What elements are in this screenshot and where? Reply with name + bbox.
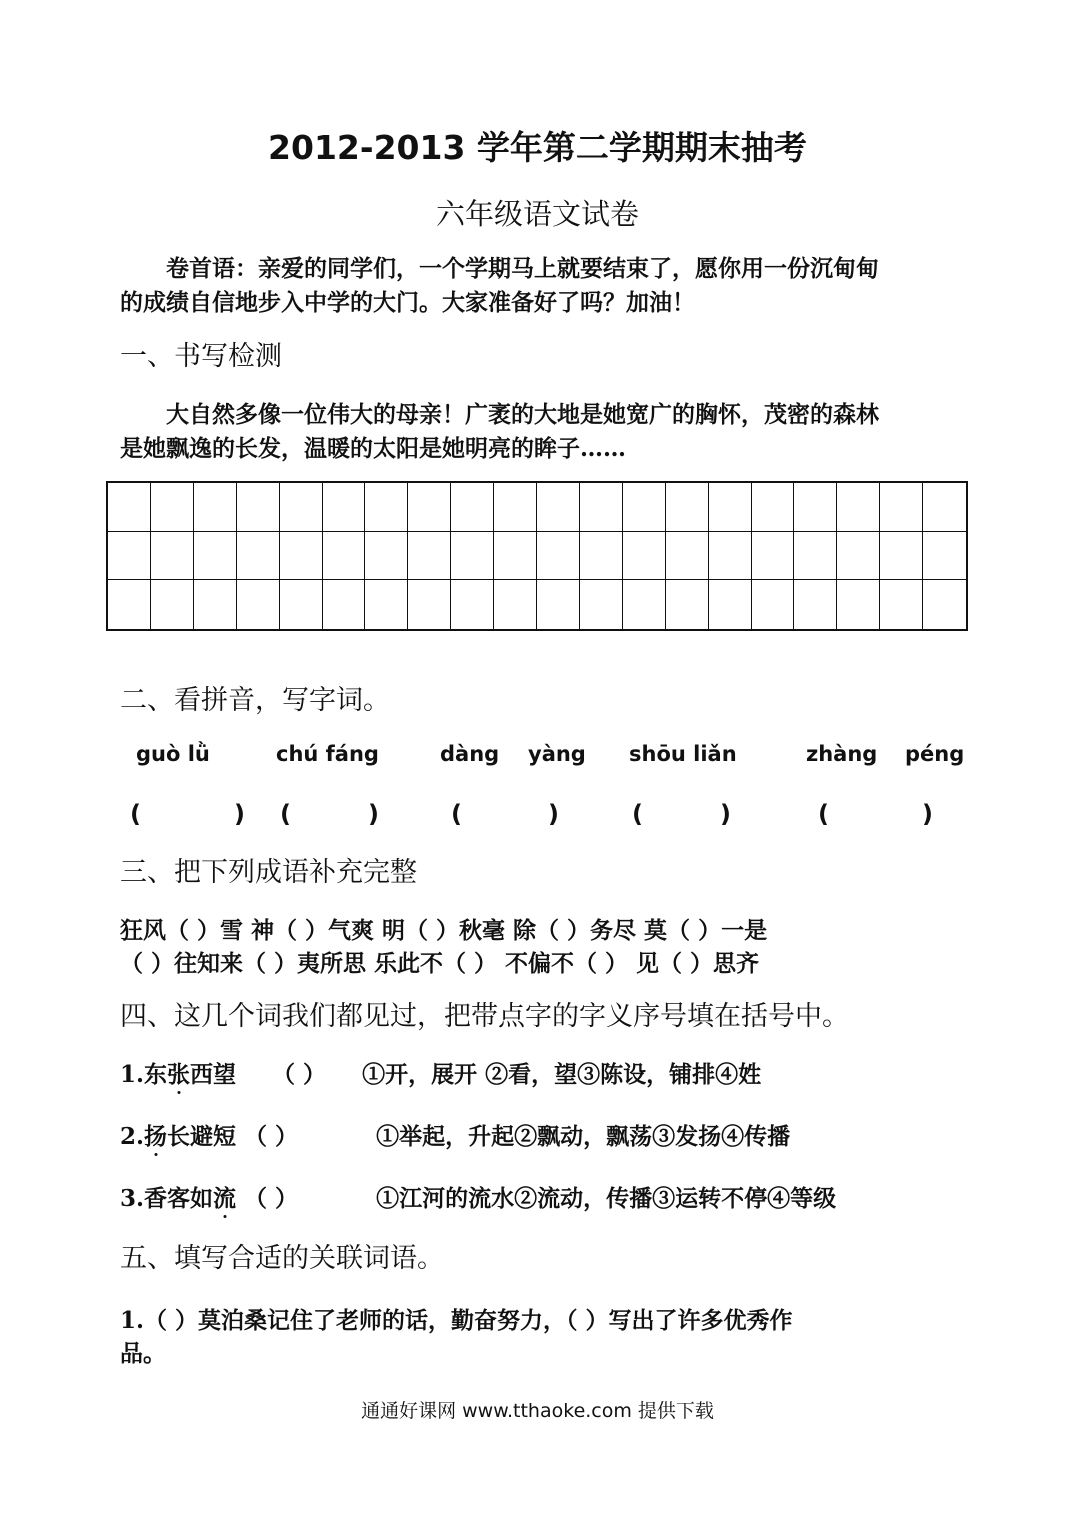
grid-cell[interactable] bbox=[237, 483, 280, 532]
grid-cell[interactable] bbox=[837, 483, 880, 532]
meaning-word-prefix: 1.东 bbox=[120, 1061, 168, 1088]
page-title: 2012-2013 学年第二学期期末抽考 bbox=[268, 128, 807, 167]
grid-cell[interactable] bbox=[108, 483, 151, 532]
footer-download-note: 通通好课网 www.tthaoke.com 提供下载 bbox=[361, 1400, 714, 1422]
grid-cell[interactable] bbox=[451, 532, 494, 581]
grid-cell[interactable] bbox=[237, 532, 280, 581]
grid-cell[interactable] bbox=[880, 483, 923, 532]
grid-cell[interactable] bbox=[709, 483, 752, 532]
answer-paren-open-2[interactable]: ( bbox=[280, 800, 291, 828]
grid-cell[interactable] bbox=[752, 483, 795, 532]
meaning-item-3 bbox=[120, 1180, 836, 1213]
grid-cell[interactable] bbox=[666, 532, 709, 581]
grid-cell[interactable] bbox=[108, 580, 151, 629]
grid-cell[interactable] bbox=[794, 483, 837, 532]
pinyin-3: dàng bbox=[440, 742, 500, 766]
grid-cell[interactable] bbox=[709, 532, 752, 581]
grid-cell[interactable] bbox=[752, 532, 795, 581]
grid-cell[interactable] bbox=[923, 483, 966, 532]
meaning-options: ①开，展开 ②看，望③陈设，铺排④姓 bbox=[362, 1061, 762, 1088]
pinyin-1: guò lǜ bbox=[136, 742, 210, 766]
dotted-character: 张 bbox=[167, 1061, 191, 1088]
pinyin-5: shōu liǎn bbox=[629, 742, 737, 766]
grid-cell[interactable] bbox=[494, 532, 537, 581]
grid-cell[interactable] bbox=[323, 532, 366, 581]
grid-cell[interactable] bbox=[537, 483, 580, 532]
conjunction-line-2: 品。 bbox=[120, 1340, 166, 1367]
preface bbox=[120, 252, 950, 286]
answer-blank[interactable]: （ ） bbox=[244, 1185, 299, 1212]
grid-cell[interactable] bbox=[794, 580, 837, 629]
grid-cell[interactable] bbox=[837, 532, 880, 581]
grid-cell[interactable] bbox=[280, 483, 323, 532]
answer-paren-open-3[interactable]: ( bbox=[451, 800, 462, 828]
grid-cell[interactable] bbox=[837, 580, 880, 629]
grid-cell[interactable] bbox=[151, 483, 194, 532]
grid-cell[interactable] bbox=[323, 483, 366, 532]
conjunction-line-1[interactable]: 1.（ ）莫泊桑记住了老师的话，勤奋努力，（ ）写出了许多优秀作 bbox=[120, 1307, 793, 1334]
answer-paren-close-2[interactable]: ) bbox=[368, 800, 379, 828]
meaning-word-prefix: 3.香客如 bbox=[120, 1185, 214, 1212]
grid-cell[interactable] bbox=[194, 483, 237, 532]
pinyin-7: péng bbox=[905, 742, 965, 766]
section-1-text-line-2: 是她飘逸的长发，温暖的太阳是她明亮的眸子…… bbox=[120, 435, 626, 462]
grid-cell[interactable] bbox=[880, 532, 923, 581]
answer-blank[interactable]: （ ） bbox=[272, 1061, 327, 1088]
grid-cell[interactable] bbox=[280, 532, 323, 581]
grid-cell[interactable] bbox=[580, 532, 623, 581]
meaning-item-2 bbox=[120, 1118, 790, 1151]
dotted-character: 扬 bbox=[144, 1123, 168, 1150]
grid-cell[interactable] bbox=[151, 580, 194, 629]
pinyin-2: chú fáng bbox=[276, 742, 379, 766]
grid-cell[interactable] bbox=[880, 580, 923, 629]
grid-cell[interactable] bbox=[194, 532, 237, 581]
page-subtitle: 六年级语文试卷 bbox=[435, 197, 639, 231]
answer-paren-open-5[interactable]: ( bbox=[818, 800, 829, 828]
grid-cell[interactable] bbox=[580, 580, 623, 629]
answer-paren-close-5[interactable]: ) bbox=[922, 800, 933, 828]
section-5-heading: 五、填写合适的关联词语。 bbox=[120, 1243, 444, 1274]
grid-cell[interactable] bbox=[451, 483, 494, 532]
grid-cell[interactable] bbox=[408, 483, 451, 532]
answer-paren-open-4[interactable]: ( bbox=[632, 800, 643, 828]
grid-cell[interactable] bbox=[666, 580, 709, 629]
grid-cell[interactable] bbox=[494, 580, 537, 629]
grid-cell[interactable] bbox=[194, 580, 237, 629]
section-2-heading: 二、看拼音，写字词。 bbox=[120, 685, 390, 716]
answer-blank[interactable]: （ ） bbox=[244, 1123, 299, 1150]
writing-grid[interactable] bbox=[106, 481, 968, 631]
grid-cell[interactable] bbox=[537, 532, 580, 581]
meaning-word-suffix: 西望 bbox=[190, 1061, 237, 1088]
meaning-options: ①江河的流水②流动，传播③运转不停④等级 bbox=[376, 1185, 837, 1212]
dotted-character: 流 bbox=[213, 1185, 237, 1212]
pinyin-6: zhàng bbox=[806, 742, 878, 766]
pinyin-4: yàng bbox=[528, 742, 586, 766]
section-3-heading: 三、把下列成语补充完整 bbox=[120, 857, 417, 888]
grid-cell[interactable] bbox=[365, 483, 408, 532]
grid-cell[interactable] bbox=[323, 580, 366, 629]
grid-cell[interactable] bbox=[237, 580, 280, 629]
grid-cell[interactable] bbox=[752, 580, 795, 629]
answer-paren-close-3[interactable]: ) bbox=[548, 800, 559, 828]
grid-cell[interactable] bbox=[494, 483, 537, 532]
grid-cell[interactable] bbox=[408, 580, 451, 629]
grid-cell[interactable] bbox=[666, 483, 709, 532]
grid-cell[interactable] bbox=[580, 483, 623, 532]
grid-cell[interactable] bbox=[923, 580, 966, 629]
meaning-item-1 bbox=[120, 1056, 761, 1089]
grid-cell[interactable] bbox=[923, 532, 966, 581]
grid-cell[interactable] bbox=[151, 532, 194, 581]
grid-cell[interactable] bbox=[108, 532, 151, 581]
meaning-word-suffix: 长避短 bbox=[167, 1123, 237, 1150]
preface-line-2: 的成绩自信地步入中学的大门。大家准备好了吗？加油！ bbox=[120, 289, 695, 316]
section-1-heading: 一、书写检测 bbox=[120, 341, 282, 372]
section-4-heading: 四、这几个词我们都见过，把带点字的字义序号填在括号中。 bbox=[120, 1001, 849, 1032]
meaning-options: ①举起，升起②飘动，飘荡③发扬④传播 bbox=[376, 1123, 791, 1150]
grid-cell[interactable] bbox=[365, 532, 408, 581]
preface-line-1: 卷首语：亲爱的同学们，一个学期马上就要结束了，愿你用一份沉甸甸 bbox=[166, 255, 879, 282]
grid-cell[interactable] bbox=[408, 532, 451, 581]
idiom-line-2[interactable]: （ ）往知来（ ）夷所思 乐此不（ ） 不偏不（ ） 见（ ）思齐 bbox=[120, 950, 760, 977]
grid-cell[interactable] bbox=[623, 483, 666, 532]
answer-paren-close-1[interactable]: ) bbox=[234, 800, 245, 828]
grid-cell[interactable] bbox=[280, 580, 323, 629]
section-1-text-line-1: 大自然多像一位伟大的母亲！广袤的大地是她宽广的胸怀，茂密的森林 bbox=[166, 401, 879, 428]
idiom-line-1[interactable]: 狂风（ ）雪 神（ ）气爽 明（ ）秋毫 除（ ）务尽 莫（ ）一是 bbox=[120, 917, 768, 944]
meaning-word-prefix: 2. bbox=[120, 1123, 145, 1150]
grid-cell[interactable] bbox=[623, 580, 666, 629]
answer-paren-open-1[interactable]: ( bbox=[130, 800, 141, 828]
grid-cell[interactable] bbox=[623, 532, 666, 581]
answer-paren-close-4[interactable]: ) bbox=[720, 800, 731, 828]
grid-cell[interactable] bbox=[365, 580, 408, 629]
grid-cell[interactable] bbox=[537, 580, 580, 629]
grid-cell[interactable] bbox=[709, 580, 752, 629]
grid-cell[interactable] bbox=[794, 532, 837, 581]
grid-cell[interactable] bbox=[451, 580, 494, 629]
